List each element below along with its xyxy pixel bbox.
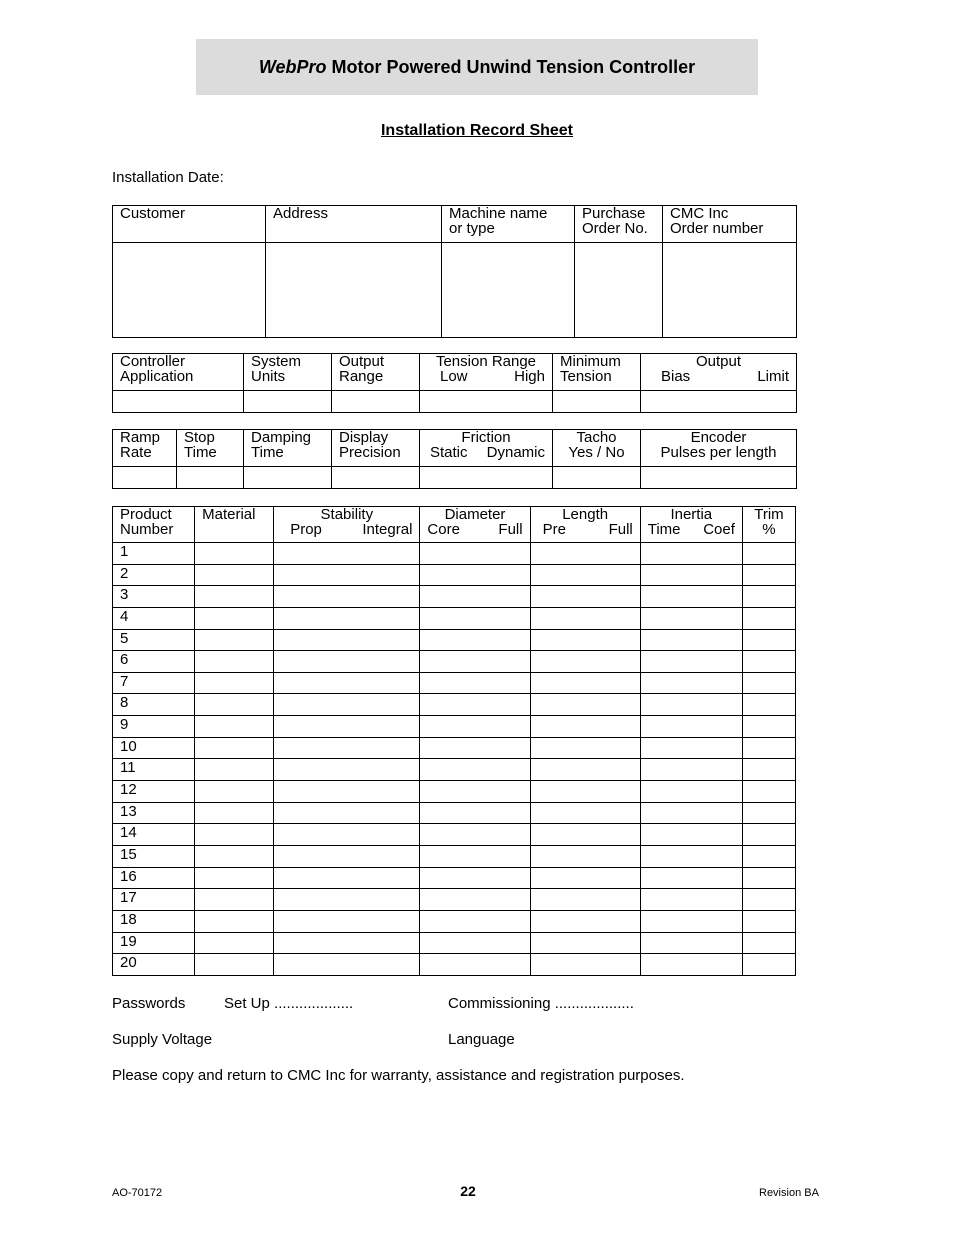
diameter-cell[interactable]	[420, 543, 530, 565]
purchase-order-header: Purchase Order No.	[575, 206, 663, 243]
inertia-cell[interactable]	[640, 824, 742, 846]
inertia-cell[interactable]	[640, 759, 742, 781]
product-number-cell: 9	[113, 716, 195, 738]
length-cell[interactable]	[530, 889, 640, 911]
diameter-cell[interactable]	[420, 651, 530, 673]
product-number-cell: 8	[113, 694, 195, 716]
diameter-header: Diameter Core Full	[420, 507, 530, 543]
material-cell[interactable]	[195, 694, 274, 716]
trim-cell[interactable]	[742, 564, 795, 586]
length-cell[interactable]	[530, 845, 640, 867]
product-number-cell: 19	[113, 932, 195, 954]
settings-table	[112, 429, 797, 489]
table-row	[113, 737, 796, 759]
inertia-cell[interactable]	[640, 910, 742, 932]
trim-cell[interactable]	[742, 716, 795, 738]
product-number-cell: 1	[113, 543, 195, 565]
banner-title-emphasis: WebPro	[258, 56, 327, 77]
ramp-rate-field[interactable]	[113, 467, 177, 489]
customer-table	[112, 205, 797, 338]
product-number-cell: 12	[113, 781, 195, 803]
length-cell[interactable]	[530, 672, 640, 694]
diameter-cell[interactable]	[420, 781, 530, 803]
trim-cell[interactable]	[742, 889, 795, 911]
product-number-header: Product Number	[113, 507, 195, 543]
inertia-cell[interactable]	[640, 564, 742, 586]
inertia-cell[interactable]	[640, 586, 742, 608]
diameter-cell[interactable]	[420, 932, 530, 954]
table-row	[113, 802, 796, 824]
customer-field[interactable]	[113, 243, 266, 338]
stop-time-field[interactable]	[177, 467, 244, 489]
inertia-cell[interactable]	[640, 932, 742, 954]
table-row	[113, 651, 796, 673]
tacho-field[interactable]	[553, 467, 641, 489]
stability-cell[interactable]	[274, 781, 420, 803]
length-cell[interactable]	[530, 737, 640, 759]
trim-cell[interactable]	[742, 932, 795, 954]
cmc-order-header: CMC Inc Order number	[663, 206, 797, 243]
trim-cell[interactable]	[742, 629, 795, 651]
material-cell[interactable]	[195, 564, 274, 586]
material-header: Material	[195, 507, 274, 543]
length-cell[interactable]	[530, 781, 640, 803]
system-units-field[interactable]	[244, 391, 332, 413]
diameter-cell[interactable]	[420, 672, 530, 694]
customer-header: Customer	[113, 206, 266, 243]
product-number-cell: 6	[113, 651, 195, 673]
product-number-cell: 7	[113, 672, 195, 694]
material-cell[interactable]	[195, 629, 274, 651]
trim-cell[interactable]	[742, 651, 795, 673]
trim-cell[interactable]	[742, 759, 795, 781]
product-number-cell: 17	[113, 889, 195, 911]
table-row	[113, 564, 796, 586]
output-field[interactable]	[641, 391, 797, 413]
table-row	[113, 845, 796, 867]
length-cell[interactable]	[530, 629, 640, 651]
product-number-cell: 2	[113, 564, 195, 586]
product-number-cell: 18	[113, 910, 195, 932]
table-row	[113, 586, 796, 608]
table-row	[113, 694, 796, 716]
product-number-cell: 16	[113, 867, 195, 889]
stability-cell[interactable]	[274, 607, 420, 629]
stability-cell[interactable]	[274, 564, 420, 586]
inertia-cell[interactable]	[640, 672, 742, 694]
inertia-cell[interactable]	[640, 737, 742, 759]
inertia-cell[interactable]	[640, 607, 742, 629]
stability-cell[interactable]	[274, 889, 420, 911]
table-row	[113, 910, 796, 932]
material-cell[interactable]	[195, 759, 274, 781]
table-row	[113, 759, 796, 781]
trim-cell[interactable]	[742, 694, 795, 716]
table-row	[113, 867, 796, 889]
diameter-cell[interactable]	[420, 564, 530, 586]
material-cell[interactable]	[195, 543, 274, 565]
inertia-cell[interactable]	[640, 867, 742, 889]
length-cell[interactable]	[530, 716, 640, 738]
output-header: Output Bias Limit	[641, 354, 797, 391]
inertia-cell[interactable]	[640, 694, 742, 716]
diameter-cell[interactable]	[420, 910, 530, 932]
document-id: AO-70172	[112, 1187, 163, 1199]
inertia-header: Inertia Time Coef	[640, 507, 742, 543]
material-cell[interactable]	[195, 867, 274, 889]
trim-cell[interactable]	[742, 543, 795, 565]
length-cell[interactable]	[530, 910, 640, 932]
inertia-cell[interactable]	[640, 889, 742, 911]
trim-cell[interactable]	[742, 737, 795, 759]
stability-cell[interactable]	[274, 802, 420, 824]
supply-voltage-label: Supply Voltage	[112, 1031, 213, 1048]
material-cell[interactable]	[195, 651, 274, 673]
trim-cell[interactable]	[742, 586, 795, 608]
table-row	[113, 543, 796, 565]
material-cell[interactable]	[195, 954, 274, 976]
commissioning-password-field[interactable]: Commissioning ...................	[448, 995, 634, 1012]
tension-range-header: Tension Range Low High	[420, 354, 553, 391]
length-cell[interactable]	[530, 607, 640, 629]
controller-application-field[interactable]	[113, 391, 244, 413]
system-units-header: System Units	[244, 354, 332, 391]
address-header: Address	[266, 206, 442, 243]
length-header: Length Pre Full	[530, 507, 640, 543]
tacho-header: Tacho Yes / No	[553, 430, 641, 467]
output-range-field[interactable]	[332, 391, 420, 413]
stability-cell[interactable]	[274, 932, 420, 954]
trim-cell[interactable]	[742, 824, 795, 846]
length-cell[interactable]	[530, 564, 640, 586]
stability-cell[interactable]	[274, 867, 420, 889]
diameter-cell[interactable]	[420, 845, 530, 867]
page-number: 22	[460, 1183, 476, 1199]
trim-cell[interactable]	[742, 607, 795, 629]
stability-cell[interactable]	[274, 824, 420, 846]
stability-cell[interactable]	[274, 759, 420, 781]
product-number-cell: 14	[113, 824, 195, 846]
product-number-cell: 13	[113, 802, 195, 824]
length-cell[interactable]	[530, 651, 640, 673]
material-cell[interactable]	[195, 845, 274, 867]
material-cell[interactable]	[195, 672, 274, 694]
stability-cell[interactable]	[274, 694, 420, 716]
encoder-field[interactable]	[641, 467, 797, 489]
product-number-cell: 20	[113, 954, 195, 976]
inertia-cell[interactable]	[640, 954, 742, 976]
inertia-cell[interactable]	[640, 802, 742, 824]
stability-header: Stability Prop Integral	[274, 507, 420, 543]
material-cell[interactable]	[195, 824, 274, 846]
table-row	[113, 716, 796, 738]
material-cell[interactable]	[195, 932, 274, 954]
diameter-cell[interactable]	[420, 716, 530, 738]
table-row	[113, 607, 796, 629]
product-number-cell: 3	[113, 586, 195, 608]
friction-header: Friction Static Dynamic	[420, 430, 553, 467]
length-cell[interactable]	[530, 954, 640, 976]
controller-application-header: Controller Application	[113, 354, 244, 391]
encoder-header: Encoder Pulses per length	[641, 430, 797, 467]
material-cell[interactable]	[195, 910, 274, 932]
length-cell[interactable]	[530, 802, 640, 824]
minimum-tension-field[interactable]	[553, 391, 641, 413]
damping-time-field[interactable]	[244, 467, 332, 489]
product-number-cell: 15	[113, 845, 195, 867]
material-cell[interactable]	[195, 607, 274, 629]
product-table	[112, 506, 796, 976]
trim-cell[interactable]	[742, 802, 795, 824]
stability-cell[interactable]	[274, 716, 420, 738]
setup-password-field[interactable]: Set Up ...................	[224, 995, 354, 1012]
stability-cell[interactable]	[274, 629, 420, 651]
display-precision-field[interactable]	[332, 467, 420, 489]
trim-header: Trim %	[742, 507, 795, 543]
machine-name-header: Machine name or type	[442, 206, 575, 243]
diameter-cell[interactable]	[420, 759, 530, 781]
stability-cell[interactable]	[274, 586, 420, 608]
trim-cell[interactable]	[742, 910, 795, 932]
length-cell[interactable]	[530, 586, 640, 608]
inertia-cell[interactable]	[640, 629, 742, 651]
table-row	[113, 629, 796, 651]
stability-cell[interactable]	[274, 910, 420, 932]
revision-label: Revision BA	[759, 1187, 819, 1199]
diameter-cell[interactable]	[420, 889, 530, 911]
inertia-cell[interactable]	[640, 845, 742, 867]
output-range-header: Output Range	[332, 354, 420, 391]
length-cell[interactable]	[530, 543, 640, 565]
return-note: Please copy and return to CMC Inc for warranty, assistance and registration purposes.	[112, 1067, 685, 1084]
table-row	[113, 932, 796, 954]
display-precision-header: Display Precision	[332, 430, 420, 467]
diameter-cell[interactable]	[420, 586, 530, 608]
document-banner	[196, 39, 758, 95]
inertia-cell[interactable]	[640, 781, 742, 803]
length-cell[interactable]	[530, 824, 640, 846]
installation-date-label: Installation Date:	[112, 169, 224, 186]
purchase-order-field[interactable]	[575, 243, 663, 338]
language-label: Language	[448, 1031, 515, 1048]
stability-cell[interactable]	[274, 672, 420, 694]
address-field[interactable]	[266, 243, 442, 338]
material-cell[interactable]	[195, 802, 274, 824]
stability-cell[interactable]	[274, 737, 420, 759]
material-cell[interactable]	[195, 889, 274, 911]
table-row	[113, 824, 796, 846]
material-cell[interactable]	[195, 586, 274, 608]
diameter-cell[interactable]	[420, 802, 530, 824]
inertia-cell[interactable]	[640, 543, 742, 565]
diameter-cell[interactable]	[420, 629, 530, 651]
minimum-tension-header: Minimum Tension	[553, 354, 641, 391]
stop-time-header: Stop Time	[177, 430, 244, 467]
diameter-cell[interactable]	[420, 694, 530, 716]
diameter-cell[interactable]	[420, 607, 530, 629]
diameter-cell[interactable]	[420, 824, 530, 846]
product-number-cell: 10	[113, 737, 195, 759]
length-cell[interactable]	[530, 867, 640, 889]
diameter-cell[interactable]	[420, 737, 530, 759]
product-number-cell: 5	[113, 629, 195, 651]
material-cell[interactable]	[195, 716, 274, 738]
trim-cell[interactable]	[742, 781, 795, 803]
passwords-label: Passwords	[112, 995, 186, 1012]
stability-cell[interactable]	[274, 543, 420, 565]
product-number-cell: 11	[113, 759, 195, 781]
machine-name-field[interactable]	[442, 243, 575, 338]
page-subtitle: Installation Record Sheet	[380, 122, 574, 139]
trim-cell[interactable]	[742, 954, 795, 976]
stability-cell[interactable]	[274, 954, 420, 976]
stability-cell[interactable]	[274, 845, 420, 867]
trim-cell[interactable]	[742, 845, 795, 867]
banner-title: Motor Powered Unwind Tension Controller	[331, 56, 696, 77]
diameter-cell[interactable]	[420, 867, 530, 889]
trim-cell[interactable]	[742, 867, 795, 889]
length-cell[interactable]	[530, 759, 640, 781]
material-cell[interactable]	[195, 781, 274, 803]
length-cell[interactable]	[530, 694, 640, 716]
inertia-cell[interactable]	[640, 651, 742, 673]
tension-range-field[interactable]	[420, 391, 553, 413]
length-cell[interactable]	[530, 932, 640, 954]
material-cell[interactable]	[195, 737, 274, 759]
friction-field[interactable]	[420, 467, 553, 489]
cmc-order-field[interactable]	[663, 243, 797, 338]
table-row	[113, 889, 796, 911]
inertia-cell[interactable]	[640, 716, 742, 738]
product-number-cell: 4	[113, 607, 195, 629]
controller-table	[112, 353, 797, 413]
trim-cell[interactable]	[742, 672, 795, 694]
table-row	[113, 781, 796, 803]
table-row	[113, 672, 796, 694]
damping-time-header: Damping Time	[244, 430, 332, 467]
diameter-cell[interactable]	[420, 954, 530, 976]
table-row	[113, 954, 796, 976]
stability-cell[interactable]	[274, 651, 420, 673]
ramp-rate-header: Ramp Rate	[113, 430, 177, 467]
